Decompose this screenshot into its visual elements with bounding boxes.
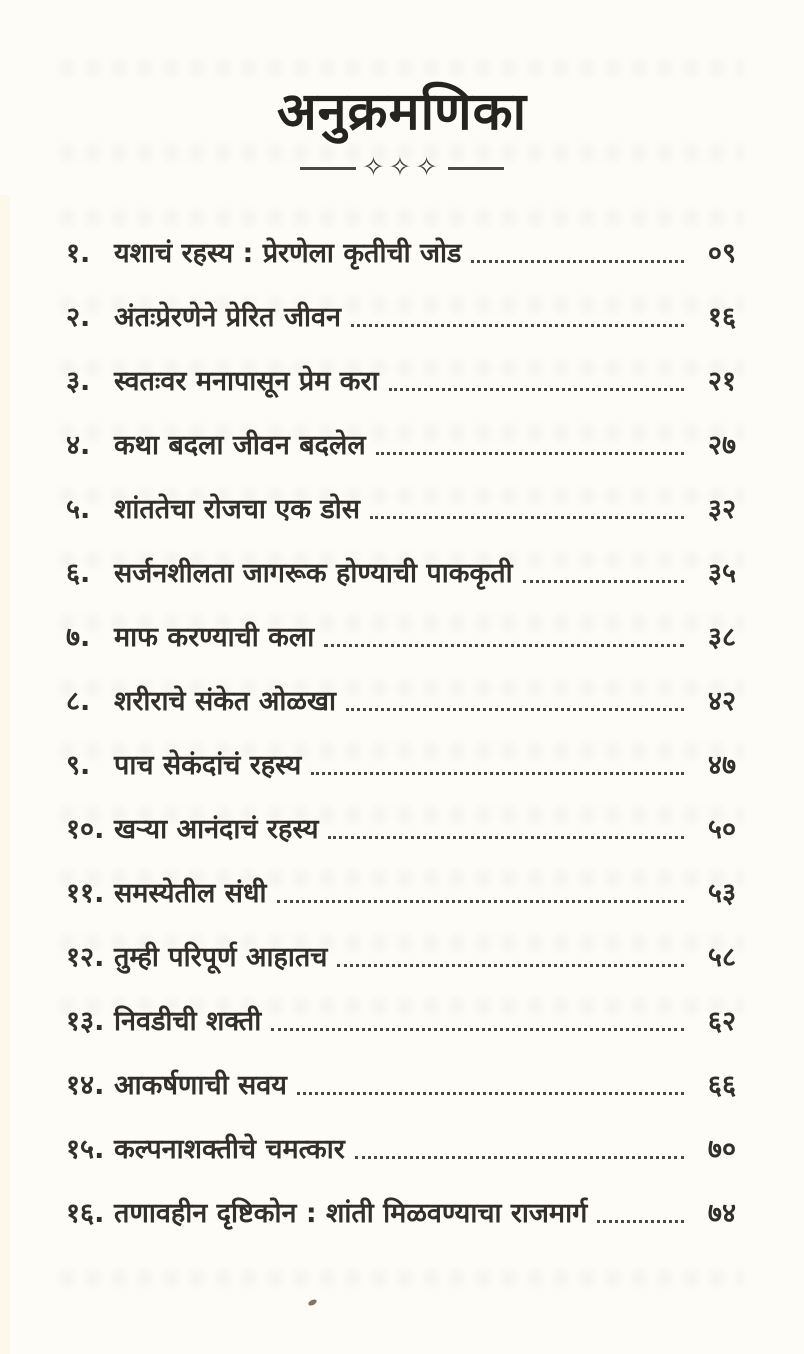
- entry-page-number: ५३: [707, 878, 736, 909]
- entry-page-number: ३८: [707, 622, 736, 653]
- entry-title: तणावहीन दृष्टिकोन : शांती मिळवण्याचा राजमार्ग: [114, 1198, 588, 1229]
- entry-page-number: ५०: [707, 814, 736, 845]
- divider-rule-left: [300, 167, 356, 170]
- toc-row: [66, 1196, 736, 1230]
- entry-number: १.: [66, 238, 91, 269]
- entry-title: खऱ्या आनंदाचं रहस्य: [114, 814, 319, 845]
- entry-title: शरीराचे संकेत ओळखा: [114, 686, 336, 717]
- ink-speck: [307, 1298, 317, 1307]
- entry-title: कथा बदला जीवन बदलेल: [114, 430, 366, 461]
- dot-leader: [351, 324, 684, 327]
- entry-page-number: १६: [707, 302, 736, 333]
- dot-leader: [337, 964, 684, 967]
- entry-page-number: ७४: [707, 1198, 736, 1229]
- toc-row: [66, 1132, 736, 1166]
- toc-row: [66, 940, 736, 974]
- dot-leader: [277, 900, 685, 903]
- toc-row: [66, 300, 736, 334]
- dot-leader: [328, 836, 684, 839]
- entry-title: सर्जनशीलता जागरूक होण्याची पाककृती: [114, 558, 513, 589]
- entry-page-number: ०९: [707, 238, 736, 269]
- page-bleed-through: [60, 1270, 744, 1286]
- entry-number: ५.: [66, 494, 91, 525]
- dot-leader: [324, 644, 684, 647]
- title-divider: [0, 152, 804, 184]
- entry-title: कल्पनाशक्तीचे चमत्कार: [114, 1134, 345, 1165]
- entry-page-number: ६२: [707, 1006, 736, 1037]
- dot-leader: [355, 1156, 684, 1159]
- entry-page-number: ६६: [707, 1070, 736, 1101]
- entry-title: पाच सेकंदांचं रहस्य: [114, 750, 302, 781]
- entry-title: निवडीची शक्ती: [114, 1006, 262, 1037]
- toc-row: [66, 364, 736, 398]
- dot-leader: [311, 772, 684, 775]
- toc-row: [66, 556, 736, 590]
- entry-number: ९.: [66, 750, 91, 781]
- dot-leader: [389, 388, 684, 391]
- entry-number: १२.: [66, 942, 105, 973]
- dot-leader: [376, 452, 684, 455]
- entry-page-number: २१: [707, 366, 736, 397]
- entry-title: स्वतःवर मनापासून प्रेम करा: [114, 366, 379, 397]
- page-bleed-through: [60, 210, 744, 226]
- sparkle-diamonds-icon: ✧✧✧: [362, 152, 442, 184]
- entry-title: अंतःप्रेरणेने प्रेरित जीवन: [114, 302, 341, 333]
- entry-page-number: ३५: [707, 558, 736, 589]
- entry-title: समस्येतील संधी: [114, 878, 267, 909]
- entry-number: ८.: [66, 686, 91, 717]
- divider-rule-right: [448, 167, 504, 170]
- toc-row: [66, 492, 736, 526]
- entry-number: ३.: [66, 366, 91, 397]
- dot-leader: [471, 260, 684, 263]
- entry-number: १५.: [66, 1134, 105, 1165]
- toc-row: [66, 748, 736, 782]
- entry-page-number: ७०: [707, 1134, 736, 1165]
- dot-leader: [346, 708, 684, 711]
- entry-number: २.: [66, 302, 91, 333]
- toc-row: [66, 876, 736, 910]
- entry-title: माफ करण्याची कला: [114, 622, 315, 653]
- entry-title: शांततेचा रोजचा एक डोस: [114, 494, 361, 525]
- entry-title: आकर्षणाची सवय: [114, 1070, 287, 1101]
- dot-leader: [523, 580, 684, 583]
- toc-row: [66, 236, 736, 270]
- entry-number: ७.: [66, 622, 91, 653]
- page-header: [0, 84, 804, 182]
- entry-number: ४.: [66, 430, 91, 461]
- entry-page-number: ४२: [707, 686, 736, 717]
- entry-title: यशाचं रहस्य : प्रेरणेला कृतीची जोड: [114, 238, 462, 269]
- toc-list: [66, 236, 736, 1260]
- toc-row: [66, 1068, 736, 1102]
- toc-row: [66, 812, 736, 846]
- entry-number: १४.: [66, 1070, 105, 1101]
- toc-row: [66, 428, 736, 462]
- entry-page-number: ५८: [707, 942, 736, 973]
- toc-row: [66, 1004, 736, 1038]
- toc-row: [66, 684, 736, 718]
- entry-page-number: २७: [707, 430, 736, 461]
- entry-page-number: ४७: [707, 750, 736, 781]
- page-title: अनुक्रमणिका: [276, 82, 528, 142]
- entry-page-number: ३२: [707, 494, 736, 525]
- entry-number: १०.: [66, 814, 105, 845]
- page-bleed-through: [60, 60, 744, 76]
- entry-number: ११.: [66, 878, 105, 909]
- entry-number: १६.: [66, 1198, 105, 1229]
- dot-leader: [297, 1092, 684, 1095]
- dot-leader: [597, 1220, 684, 1223]
- dot-leader: [271, 1028, 684, 1031]
- entry-title: तुम्ही परिपूर्ण आहातच: [114, 942, 328, 973]
- entry-number: ६.: [66, 558, 91, 589]
- entry-number: १३.: [66, 1006, 105, 1037]
- toc-row: [66, 620, 736, 654]
- dot-leader: [370, 516, 684, 519]
